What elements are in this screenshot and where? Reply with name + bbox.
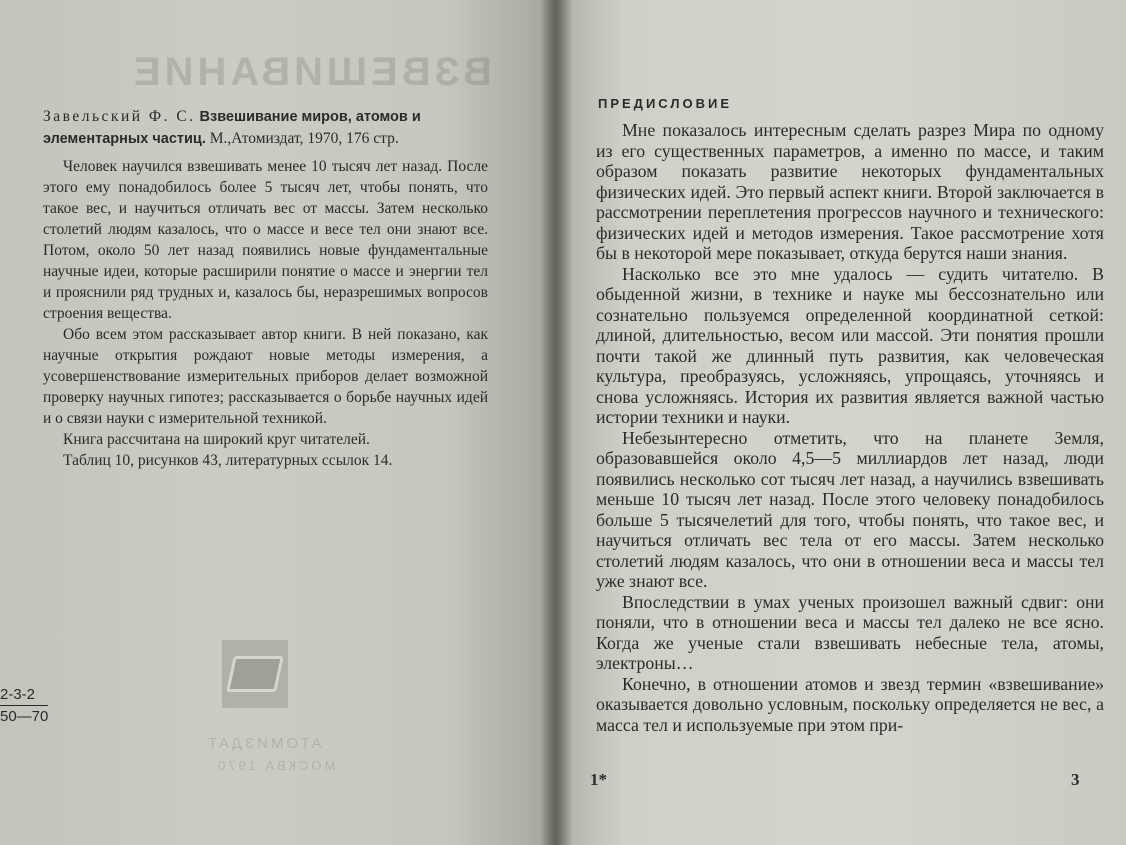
catalog-code (0, 684, 48, 727)
show-through-title: ВЗВЕШИВАНИЕ (130, 50, 493, 94)
annotation-paragraph: Обо всем этом рассказывает автор книги. В ней показано, как научные открытия рождают новые методы измерения, а усовершенствование измерительных приборов делает возможной проверку научных гипотез; рассказывается о борьбе научных идей и о связи науки с измерительной техникой. (43, 326, 488, 427)
signature-mark: 1* (590, 770, 607, 789)
show-through-publisher: АТОМИЗДАТ (205, 735, 322, 752)
preface-paragraph: Впоследствии в умах ученых произошел важный сдвиг: они поняли, что в отношении веса и массы тел далеко не все ясно. Когда же ученые стали взвешивать небесные тела, атомы, электроны… (596, 591, 1104, 673)
show-through-place-year: МОСКВА 1970 (215, 758, 336, 773)
preface-body (596, 120, 1104, 735)
preface-paragraph: Конечно, в отношении атомов и звезд термин «взвешивание» оказывается довольно условным, поскольку определяется не вес, а масса тел и используемые при этом при- (596, 673, 1104, 735)
annotation-paragraph: Человек научился взвешивать менее 10 тысяч лет назад. После этого ему понадобилось более 5 тысяч лет, чтобы понять, что такое вес, и научиться отличать вес от массы. Затем несколько столетий людям казалось, что о массе и весе тел они знают все. Потом, около 50 лет назад появились новые фундаментальные научные идеи, которые расширили понятие о массе и энергии тел и прояснили ряд трудных и, казалось бы, неразрешимых вопросов строения вещества. (43, 158, 488, 322)
book-annotation (43, 156, 488, 471)
left-page (0, 0, 556, 845)
book-gutter (540, 0, 572, 845)
preface-paragraph: Небезынтересно отметить, что на планете Земля, образовавшейся около 4,5—5 миллиардов лет назад, люди появились несколько сот тысяч лет назад, а научились взвешивать меньше 10 тысяч лет назад. После этого человеку понадобилось больше 5 тысячелетий для того, чтобы понять, что такое вес, и научиться отличать вес тела от его массы. Затем несколько столетий людям казалось, что они в отношении веса и массы тел уже знают все. (596, 427, 1104, 591)
book-title: Взвешивание миров, атомов и элементарных частиц. (43, 109, 421, 147)
preface-paragraph: Мне показалось интересным сделать разрез Мира по одному из его существенных параметров, а именно по массе, и таким образом показать развитие некоторых фундаментальных физических идей. Это первый аспект книги. Второй заключается в рассмотрении переплетения прогрессов научного и технического: физических идей и методов измерения. Такое рассмотрение хотя бы в некоторой мере показывает, откуда берутся наши знания. (596, 120, 1104, 263)
publisher-logo-icon (222, 640, 288, 708)
book-stats: Таблиц 10, рисунков 43, литературных ссылок 14. (63, 452, 393, 469)
preface-paragraph: Насколько все это мне удалось — судить читателю. В обыденной жизни, в технике и науке мы бессознательно или сознательно пользуемся определенной координатной сеткой: длиной, длительностью, весом или массой. Эти понятия прошли почти такой же длинный путь развития, как человеческая культура, преобразуясь, усложняясь, упрощаясь, уточняясь и снова усложняясь. История их развития является важной частью истории техники и науки. (596, 263, 1104, 427)
catalog-code-top: 2-3-2 (0, 686, 36, 703)
annotation-paragraph: Книга рассчитана на широкий круг читателей. (63, 431, 370, 448)
preface-heading: ПРЕДИСЛОВИЕ (598, 96, 732, 111)
book-imprint: М.,Атомиздат, 1970, 176 стр. (209, 130, 399, 147)
page-number: 3 (1071, 770, 1080, 789)
book-author: Завельский Ф. С. (43, 108, 196, 125)
catalog-code-bottom: 50—70 (0, 705, 48, 727)
bibliographic-entry (43, 106, 513, 150)
